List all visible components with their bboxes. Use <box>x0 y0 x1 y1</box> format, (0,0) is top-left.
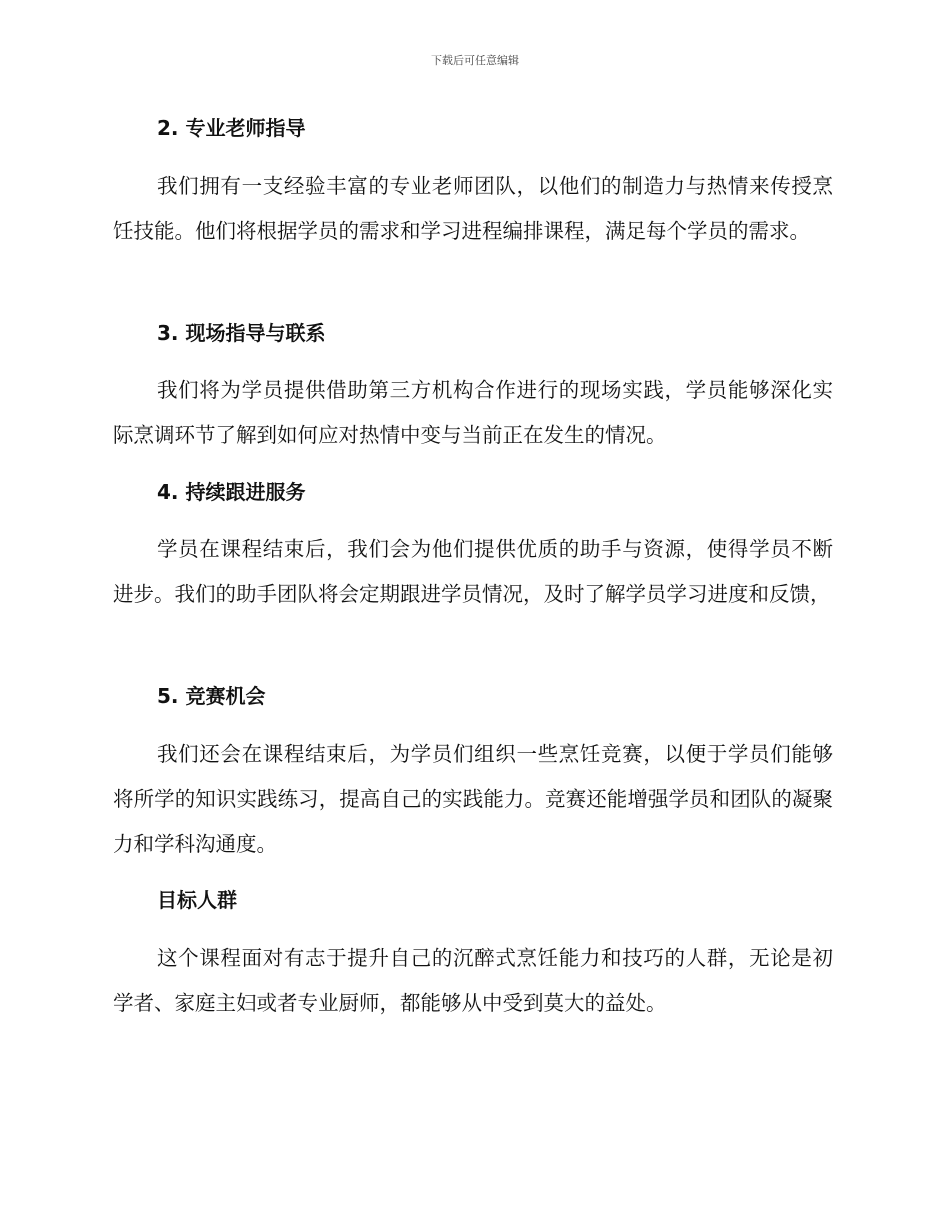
section-paragraph-competition: 我们还会在课程结束后，为学员们组织一些烹饪竞赛，以便于学员们能够将所学的知识实践练习，提高自己的实践能力。竞赛还能增强学员和团队的凝聚力和学科沟通度。 <box>113 742 833 856</box>
section-paragraph-follow-up-service: 学员在课程结束后，我们会为他们提供优质的助手与资源，使得学员不断进步。我们的助手团队将会定期跟进学员情况，及时了解学员学习进度和反馈， <box>113 537 833 606</box>
section-heading-teacher-guidance: 2. 专业老师指导 <box>157 116 306 140</box>
section-paragraph-target-audience: 这个课程面对有志于提升自己的沉醉式烹饪能力和技巧的人群，无论是初学者、家庭主妇或者专业厨师，都能够从中受到莫大的益处。 <box>113 946 833 1015</box>
page-header-note: 下载后可任意编辑 <box>431 54 519 67</box>
section-paragraph-teacher-guidance: 我们拥有一支经验丰富的专业老师团队，以他们的制造力与热情来传授烹饪技能。他们将根据学员的需求和学习进程编排课程，满足每个学员的需求。 <box>113 174 833 243</box>
section-heading-target-audience: 目标人群 <box>157 888 237 912</box>
section-paragraph-onsite-guidance: 我们将为学员提供借助第三方机构合作进行的现场实践，学员能够深化实际烹调环节了解到如何应对热情中变与当前正在发生的情况。 <box>113 378 833 447</box>
section-heading-onsite-guidance: 3. 现场指导与联系 <box>157 321 326 345</box>
section-heading-competition: 5. 竞赛机会 <box>157 684 266 708</box>
section-heading-follow-up-service: 4. 持续跟进服务 <box>157 480 306 504</box>
